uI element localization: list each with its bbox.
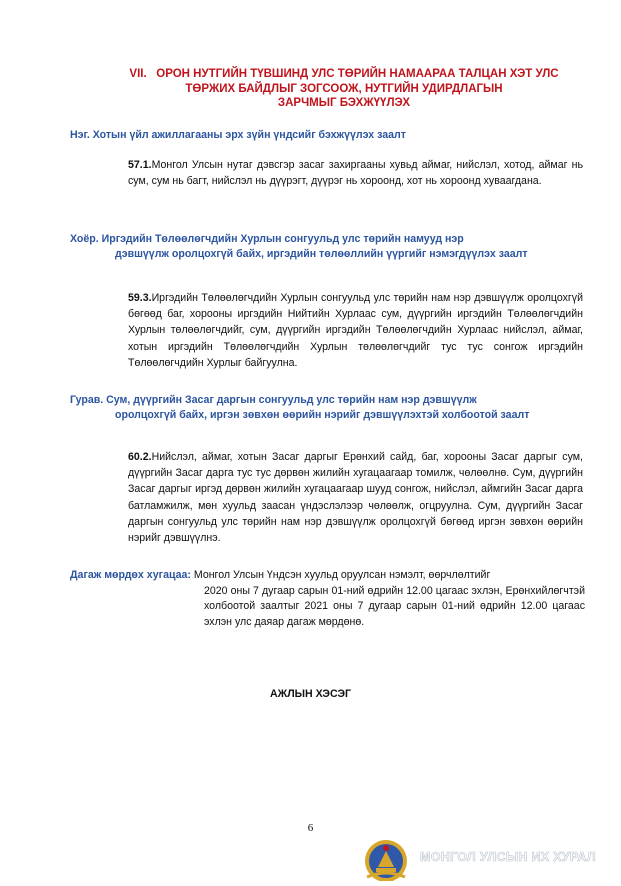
- chapter-number: VII.: [129, 68, 147, 80]
- section-heading-2-text: Хоёр. Иргэдийн Төлөөлөгчдийн Хурлын сонгуульд улс төрийн намууд нэр: [70, 233, 464, 245]
- effective-date-text-rest: 2020 оны 7 дугаар сарын 01-ний өдрийн 12.00 цагаас эхлэн, Ерөнхийлөгчтэй холбоотой заалтыг 2021 оны 7 дугаар сарын 01-ний өдрийн 12.00 цагаас эхлэн улс даяар дагаж мөрдөнө.: [204, 584, 585, 629]
- watermark: МОНГОЛ УЛСЫН ИХ ХУРАЛ: [420, 850, 596, 864]
- section-heading-1-text: Нэг. Хотын үйл ажиллагааны эрх зүйн үндсийг бэхжүүлэх заалт: [70, 129, 406, 141]
- section-heading-2-cont: дэвшүүлж оролцохгүй байх, иргэдийн төлөөллийн үүргийг нэмэгдүүлэх заалт: [115, 247, 528, 260]
- section-heading-3-text: Гурав. Сум, дүүргийн Засаг даргын сонгуульд улс төрийн нам нэр дэвшүүлж: [70, 394, 477, 406]
- effective-date-label: Дагаж мөрдөх хугацаа:: [70, 569, 191, 581]
- section-heading-2: [70, 232, 580, 262]
- section-heading-3: [70, 393, 580, 423]
- section-heading-1: [70, 128, 580, 143]
- article-60-2: [128, 449, 583, 546]
- article-text: Монгол Улсын нутаг дэвсгэр засаг захиргааны хувьд аймаг, нийслэл, хотод, аймаг нь сум, сум нь багт, нийслэл нь дүүрэгт, дүүрэг нь хороонд, хот нь хороонд хуваагдана.: [128, 159, 583, 188]
- chapter-title-line2: ТӨРЖИХ БАЙДЛЫГ ЗОГСООЖ, НУТГИЙН УДИРДЛАГЫН: [185, 82, 503, 95]
- chapter-title-line3: ЗАРЧМЫГ БЭХЖҮҮЛЭХ: [277, 97, 411, 109]
- state-emblem-graphic: [362, 837, 410, 881]
- section-heading-3-cont: оролцохгүй байх, иргэн зөвхөн өөрийн нэрийг дэвшүүлэхтэй холбоотой заалт: [115, 408, 530, 421]
- article-number: 60.2.: [128, 451, 152, 463]
- state-emblem-icon: [362, 837, 410, 881]
- effective-date-block: [70, 568, 585, 631]
- chapter-heading: [84, 67, 604, 111]
- chapter-title-line1: ОРОН НУТГИЙН ТҮВШИНД УЛС ТӨРИЙН НАМААРАА ТАЛЦАН ХЭТ УЛС: [156, 68, 559, 80]
- article-text: Иргэдийн Төлөөлөгчдийн Хурлын сонгуульд улс төрийн нам нэр дэвшүүлж оролцохгүй бөгөөд баг, хорооны иргэдийн Нийтийн Хурлаас сум, дүүргийн иргэдийн Төлөөлөгчдийн Хурлын төлөөлөгчдийг, сум, дүүргийн иргэдийн Төлөөлөгчдийн Хурлаас нийслэл, аймаг, хотын иргэдийн Төлөөлөгчдийн Хурлын төлөөлөгчдийг тус тус сонгож иргэдийн Төлөөлөгчдийн Хурлыг байгуулна.: [128, 292, 583, 369]
- article-59-3: [128, 290, 583, 371]
- page-number: 6: [307, 822, 314, 834]
- working-group-title: АЖЛЫН ХЭСЭГ: [269, 688, 351, 700]
- article-57-1: [128, 157, 583, 189]
- effective-date-text-first: Монгол Улсын Үндсэн хуульд оруулсан нэмэлт, өөрчлөлтийг: [193, 569, 491, 581]
- article-number: 59.3.: [128, 292, 152, 304]
- article-number: 57.1.: [128, 159, 152, 171]
- article-text: Нийслэл, аймаг, хотын Засаг даргыг Ерөнхий сайд, баг, хорооны Засаг даргыг сум, дүүргийн Засаг дарга тус тус дөрвөн жилийн хугацаагаар томилж, чөлөөлнө. Сум, дүүргийн Засаг даргыг иргэд дөрвөн жилийн хугацаагаар шууд сонгож, нийслэл, аймгийн Засаг дарга батламжилж, мөн хуульд заасан үндэслэлээр чөлөөлж, огцруулна. Сум, дүүргийн Засаг даргын сонгуульд улс төрийн нам нэр дэвшүүлж оролцохгүй бөгөөд иргэн зөвхөн өөрийн нэрийг дэвшүүлнэ.: [128, 451, 583, 545]
